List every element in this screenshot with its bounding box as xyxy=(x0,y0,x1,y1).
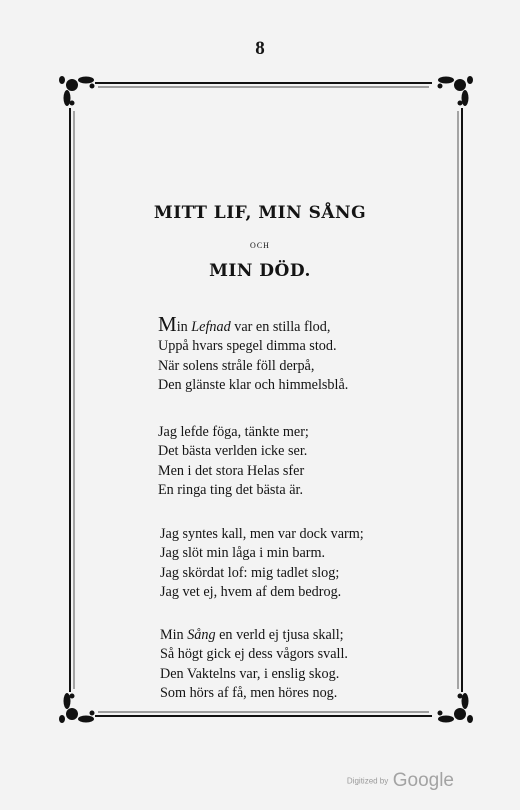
verse-line xyxy=(158,312,348,337)
verse-line: Jag skördat lof: mig tadlet slog; xyxy=(160,564,340,581)
verse-line: När solens stråle föll derpå, xyxy=(158,357,315,374)
stanza-3 xyxy=(160,525,364,602)
verse-line: Jag syntes kall, men var dock varm; xyxy=(160,526,364,542)
corner-ornament-bottom-right-icon xyxy=(438,693,474,723)
watermark-brand: Google xyxy=(392,770,454,791)
title-connector: OCH xyxy=(250,241,270,250)
verse-text: Min xyxy=(160,627,188,643)
stanza-4 xyxy=(160,626,348,703)
verse-line: Jag lefde föga, tänkte mer; xyxy=(158,424,309,440)
verse-text: var en stilla flod, xyxy=(230,319,331,335)
stanza-1 xyxy=(158,312,349,395)
corner-ornament-top-left-icon xyxy=(59,76,95,106)
verse-italic-word: Lefnad xyxy=(191,319,231,335)
verse-line: Så högt gick ej dess vågors svall. xyxy=(160,646,348,663)
poem-subtitle: MIN DÖD. xyxy=(209,261,311,281)
verse-line: Uppå hvars spegel dimma stod. xyxy=(158,338,337,355)
verse-line: Som hörs af få, men höres nog. xyxy=(160,684,338,701)
verse-line: Den Vaktelns var, i enslig skog. xyxy=(160,665,340,682)
verse-line xyxy=(160,626,348,645)
stanza-2 xyxy=(158,423,309,500)
verse-line: Den glänste klar och himmelsblå. xyxy=(158,376,349,393)
verse-text: in xyxy=(176,319,192,335)
page-number: 8 xyxy=(255,38,265,59)
digitization-watermark xyxy=(347,770,454,792)
corner-ornament-top-right-icon xyxy=(438,76,474,106)
verse-text: en verld ej tjusa skall; xyxy=(215,627,344,643)
verse-line: Jag slöt min låga i min barm. xyxy=(160,545,326,562)
verse-line: Jag vet ej, hvem af dem bedrog. xyxy=(160,583,342,600)
verse-line: En ringa ting det bästa är. xyxy=(158,481,303,498)
verse-line: Men i det stora Helas sfer xyxy=(158,462,305,479)
watermark-prefix: Digitized by xyxy=(346,776,389,786)
verse-italic-word: Sång xyxy=(187,627,216,643)
poem-title: MITT LIF, MIN SÅNG xyxy=(153,203,367,223)
corner-ornament-bottom-left-icon xyxy=(59,693,95,723)
drop-cap: M xyxy=(158,312,177,336)
verse-line: Det bästa verlden icke ser. xyxy=(158,443,308,460)
